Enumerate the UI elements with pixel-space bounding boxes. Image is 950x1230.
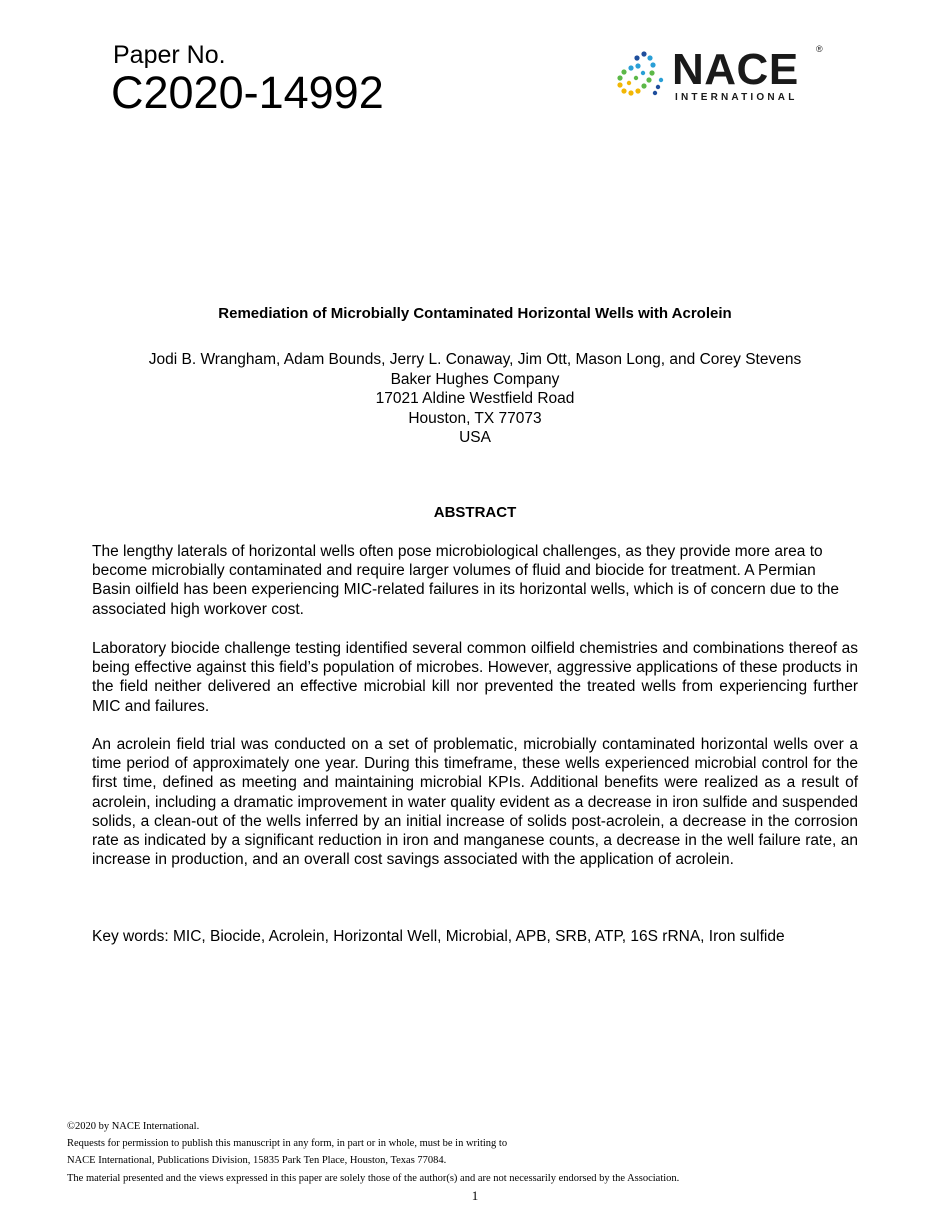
keywords-line: Key words: MIC, Biocide, Acrolein, Horizontal Well, Microbial, APB, SRB, ATP, 16S rRNA, Iron sulfide [92,928,785,945]
nace-registered-mark: ® [816,44,823,54]
abstract-paragraph-3: An acrolein field trial was conducted on a set of problematic, microbially contaminated horizontal wells over a time period of approximately one year. During this timeframe, these wells experienced microbial control for the first time, defined as meeting and maintaining microbial KPIs. Additional benefits were realized as a result of acrolein, including a dramatic improvement in water quality evident as a decrease in iron sulfide and suspended solids, a clean-out of the wells inferred by an initial increase of solids post-acrolein, a decrease in the corrosion rate as indicated by a significant reduction in iron and manganese counts, a decrease in the well failure rate, an increase in production, and an overall cost savings associated with the application of acrolein. [92,736,858,869]
nace-international-logo [614,40,829,106]
paper-number: C2020-14992 [111,67,384,118]
author-street: 17021 Aldine Westfield Road [375,390,575,407]
author-city: Houston, TX 77073 [408,409,542,427]
paper-number-label: Paper No. [113,41,226,69]
nace-wordmark: NACE [672,45,799,94]
author-country: USA [459,429,491,446]
author-affiliation-block [0,350,950,448]
copyright-footer [67,1118,679,1187]
author-names: Jodi B. Wrangham, Adam Bounds, Jerry L. Conaway, Jim Ott, Mason Long, and Corey Stevens [148,351,802,368]
abstract-heading: ABSTRACT [433,504,517,521]
footer-disclaimer: The material presented and the views expressed in this paper are solely those of the author(s) and are not necessarily endorsed by the Association. [67,1172,680,1184]
footer-permission-line-1: Requests for permission to publish this manuscript in any form, in part or in whole, must be in writing to [67,1138,508,1150]
abstract-paragraph-2: Laboratory biocide challenge testing identified several common oilfield chemistries and combinations thereof as being effective against this field’s population of microbes. However, aggressive applications of these products in the field neither delivered an effective microbial kill nor prevented the treated wells from experiencing further MIC and failures. [92,640,858,715]
footer-copyright: ©2020 by NACE International. [67,1121,200,1132]
paper-title: Remediation of Microbially Contaminated Horizontal Wells with Acrolein [218,305,732,322]
nace-dot-globe-icon [617,51,663,95]
author-company: Baker Hughes Company [390,370,560,388]
page-number: 1 [471,1188,479,1203]
footer-permission-line-2: NACE International, Publications Division, 15835 Park Ten Place, Houston, Texas 77084. [67,1155,447,1167]
abstract-paragraph-1: The lengthy laterals of horizontal wells often pose microbiological challenges, as they provide more area to become microbially contaminated and require larger volumes of fluid and biocide for treatment. A Permian Basin oilfield has been experiencing MIC-related failures in its horizontal wells, which is of concern due to the associated high workover cost. [92,543,839,618]
nace-subtitle: INTERNATIONAL [675,92,798,103]
